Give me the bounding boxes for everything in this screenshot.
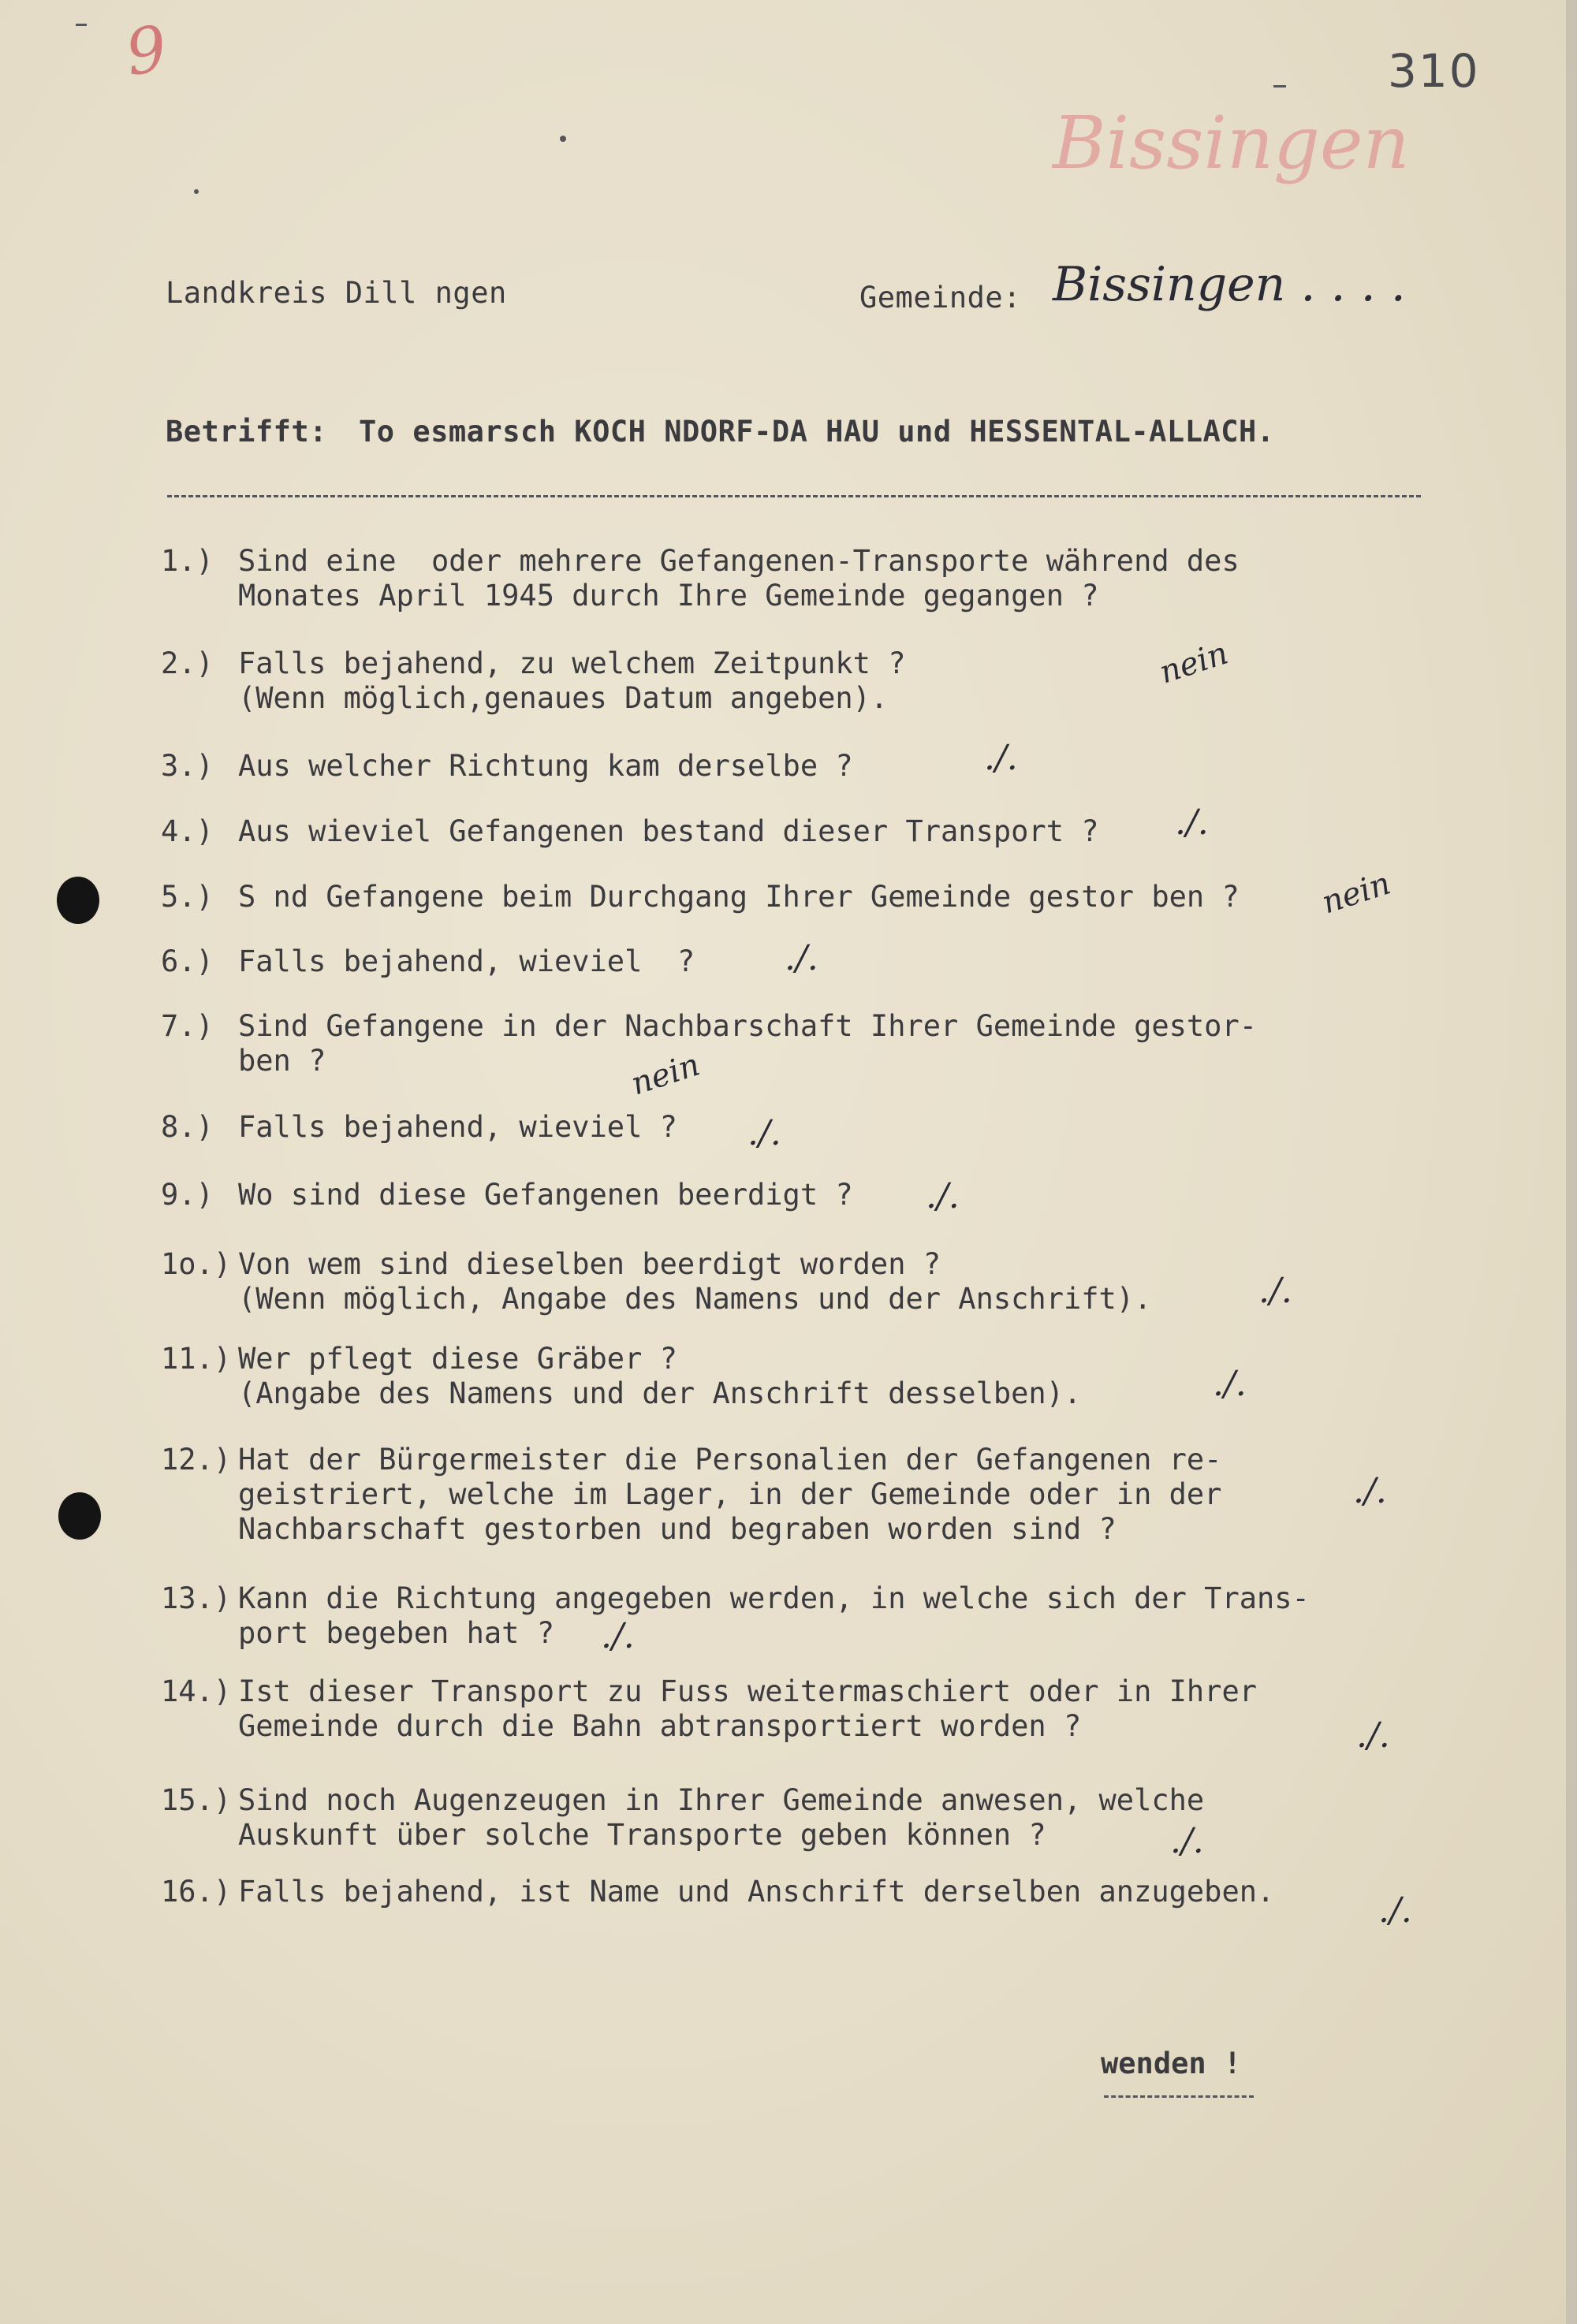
question-number: 16.)	[161, 1875, 232, 1909]
question-text	[238, 1783, 1204, 1853]
question-line: Wo sind diese Gefangenen beerdigt ?	[238, 1178, 853, 1212]
question-line: Sind noch Augenzeugen in Ihrer Gemeinde anwesen, welche	[238, 1783, 1205, 1817]
question-line: (Wenn möglich, Angabe des Namens und der Anschrift).	[238, 1282, 1152, 1316]
question-number: 4.)	[161, 814, 214, 848]
question-text	[238, 1247, 1151, 1317]
question-text	[238, 1110, 677, 1145]
separator-rule	[167, 495, 1421, 497]
question-line: Kann die Richtung angegeben werden, in welche sich der Trans-	[238, 1581, 1310, 1615]
page-number: 310	[1388, 44, 1480, 98]
question-line: Auskunft über solche Transporte geben können ?	[238, 1818, 1046, 1852]
question-text	[238, 544, 1240, 613]
question-text	[238, 1443, 1221, 1547]
question-line: geistriert, welche im Lager, in der Gemeinde oder in der	[238, 1477, 1222, 1511]
question-text	[238, 1674, 1257, 1744]
question-number: 5.)	[161, 880, 214, 914]
question-number: 13.)	[161, 1581, 232, 1615]
question-line: Falls bejahend, ist Name und Anschrift derselben anzugeben.	[238, 1875, 1275, 1909]
gemeinde-handwritten-value: Bissingen . . . .	[1053, 257, 1406, 312]
question-text	[238, 749, 853, 784]
handwritten-answer: ./.	[926, 1176, 960, 1216]
gemeinde-label: Gemeinde:	[859, 281, 1021, 315]
handwritten-answer: ./.	[1258, 1271, 1292, 1311]
punch-hole	[57, 877, 99, 924]
question-number: 1o.)	[161, 1247, 232, 1281]
ink-speck	[194, 189, 199, 194]
turn-over-underline	[1104, 2095, 1254, 2098]
handwritten-answer: ./.	[1213, 1364, 1247, 1404]
question-text	[238, 880, 1240, 914]
question-line: Hat der Bürgermeister die Personalien der Gefangenen re-	[238, 1443, 1222, 1477]
municipality-stamp: Bissingen	[1053, 101, 1410, 185]
question-number: 11.)	[161, 1342, 232, 1376]
question-number: 9.)	[161, 1178, 214, 1212]
betrifft-label: Betrifft:	[166, 415, 327, 449]
question-text	[238, 1178, 853, 1212]
handwritten-answer: ./.	[1378, 1890, 1412, 1931]
ink-speck	[560, 136, 566, 142]
question-line: Falls bejahend, wieviel ?	[238, 944, 695, 978]
number-dash	[1273, 85, 1286, 88]
punch-hole	[58, 1492, 101, 1540]
question-number: 14.)	[161, 1674, 232, 1708]
question-line: S nd Gefangene beim Durchgang Ihrer Gemeinde gestor ben ?	[238, 880, 1240, 914]
question-line: Sind eine oder mehrere Gefangenen-Transporte während des	[238, 544, 1240, 578]
question-line: ben ?	[238, 1044, 326, 1078]
question-line: Sind Gefangene in der Nachbarschaft Ihrer Gemeinde gestor-	[238, 1009, 1258, 1043]
question-text	[238, 814, 1099, 849]
question-text	[238, 1009, 1257, 1078]
handwritten-answer: ./.	[1356, 1715, 1390, 1756]
red-pencil-mark: 9	[121, 11, 172, 91]
question-number: 1.)	[161, 544, 214, 578]
question-number: 7.)	[161, 1009, 214, 1043]
turn-over-note: wenden !	[1101, 2047, 1242, 2080]
handwritten-answer: nein	[1155, 635, 1232, 691]
handwritten-answer: ./.	[1170, 1821, 1204, 1861]
handwritten-answer: ./.	[601, 1616, 635, 1656]
betrifft-subject: To esmarsch KOCH NDORF-DA HAU und HESSENTAL-ALLACH.	[359, 415, 1275, 449]
question-number: 3.)	[161, 749, 214, 783]
handwritten-answer: nein	[627, 1046, 704, 1103]
question-line: Aus welcher Richtung kam derselbe ?	[238, 749, 853, 783]
corner-dash	[76, 24, 87, 26]
handwritten-answer: ./.	[747, 1113, 781, 1153]
landkreis-label: Landkreis Dill ngen	[166, 276, 507, 310]
question-line: Falls bejahend, zu welchem Zeitpunkt ?	[238, 646, 906, 680]
handwritten-answer: ./.	[984, 738, 1018, 778]
question-text	[238, 1342, 1081, 1411]
question-line: Ist dieser Transport zu Fuss weitermaschiert oder in Ihrer	[238, 1674, 1258, 1708]
question-text	[238, 646, 905, 716]
question-line: Monates April 1945 durch Ihre Gemeinde gegangen ?	[238, 579, 1099, 613]
handwritten-answer: ./.	[785, 938, 818, 978]
handwritten-answer: ./.	[1175, 803, 1209, 843]
question-text	[238, 1581, 1310, 1651]
handwritten-answer: ./.	[1353, 1471, 1387, 1511]
question-line: Von wem sind dieselben beerdigt worden ?	[238, 1247, 941, 1281]
question-line: (Angabe des Namens und der Anschrift desselben).	[238, 1376, 1082, 1410]
question-line: Nachbarschaft gestorben und begraben worden sind ?	[238, 1512, 1117, 1546]
question-line: port begeben hat ?	[238, 1616, 554, 1650]
page-edge	[1566, 0, 1577, 2324]
question-number: 6.)	[161, 944, 214, 978]
question-number: 2.)	[161, 646, 214, 680]
question-line: Falls bejahend, wieviel ?	[238, 1110, 677, 1144]
handwritten-answer: nein	[1318, 865, 1395, 922]
question-line: Gemeinde durch die Bahn abtransportiert worden ?	[238, 1709, 1082, 1743]
question-text	[238, 1875, 1274, 1909]
question-line: Wer pflegt diese Gräber ?	[238, 1342, 677, 1376]
question-line: Aus wieviel Gefangenen bestand dieser Transport ?	[238, 814, 1099, 848]
question-number: 8.)	[161, 1110, 214, 1144]
question-text	[238, 944, 695, 979]
question-number: 15.)	[161, 1783, 232, 1817]
question-line: (Wenn möglich,genaues Datum angeben).	[238, 681, 889, 715]
question-number: 12.)	[161, 1443, 232, 1477]
